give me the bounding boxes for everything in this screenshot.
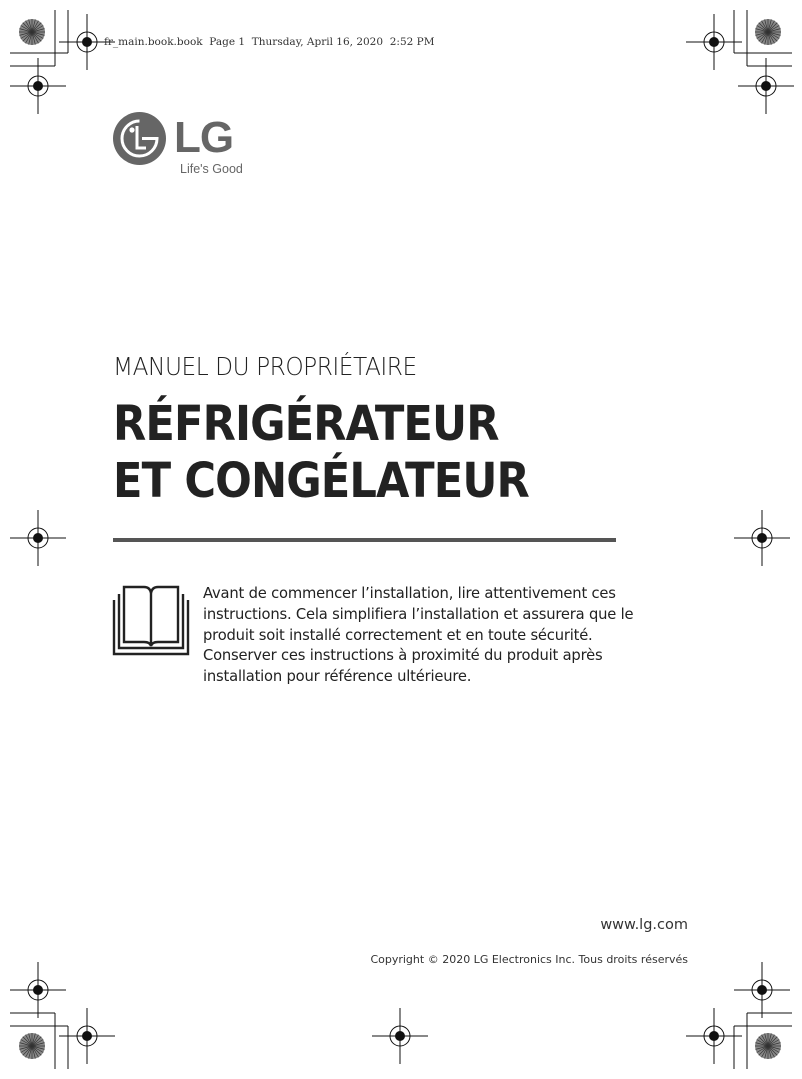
notice-line: Avant de commencer l’installation, lire attentivement ces <box>203 584 616 602</box>
notice-line: Conserver ces instructions à proximité du produit après <box>203 646 603 665</box>
lg-logo-icon <box>113 112 166 165</box>
registration-dot <box>757 985 767 995</box>
copyright-notice: Copyright © 2020 LG Electronics Inc. Tous droits réservés <box>370 953 688 966</box>
registration-dot <box>82 1031 92 1041</box>
print-header: fr_main.book.book Page 1 Thursday, April 16, 2020 2:52 PM <box>104 36 435 48</box>
notice-line: instructions. Cela simplifiera l’installation et assurera que le <box>203 604 634 623</box>
installation-notice <box>203 583 656 687</box>
lg-logo <box>113 112 263 182</box>
title-line: RÉFRIGÉRATEUR <box>113 396 499 452</box>
registration-dot <box>395 1031 405 1041</box>
divider-rule <box>113 538 616 542</box>
lg-tagline: Life's Good <box>180 162 243 176</box>
registration-dot <box>709 37 719 47</box>
notice-line: installation pour référence ultérieure. <box>203 667 472 686</box>
registration-dot <box>33 81 43 91</box>
title-line: ET CONGÉLATEUR <box>113 453 529 509</box>
registration-dot <box>709 1031 719 1041</box>
lg-logo-text: LG <box>174 113 234 162</box>
website-link[interactable]: www.lg.com <box>600 917 688 933</box>
notice-line: produit soit installé correctement et en toute sécurité. <box>203 625 593 644</box>
document-title <box>113 396 529 510</box>
registration-dot <box>33 985 43 995</box>
registration-dot <box>757 533 767 543</box>
open-book-icon <box>112 584 190 656</box>
registration-dot <box>761 81 771 91</box>
registration-dot <box>33 533 43 543</box>
document-subtitle: MANUEL DU PROPRIÉTAIRE <box>113 352 417 381</box>
registration-dot <box>82 37 92 47</box>
